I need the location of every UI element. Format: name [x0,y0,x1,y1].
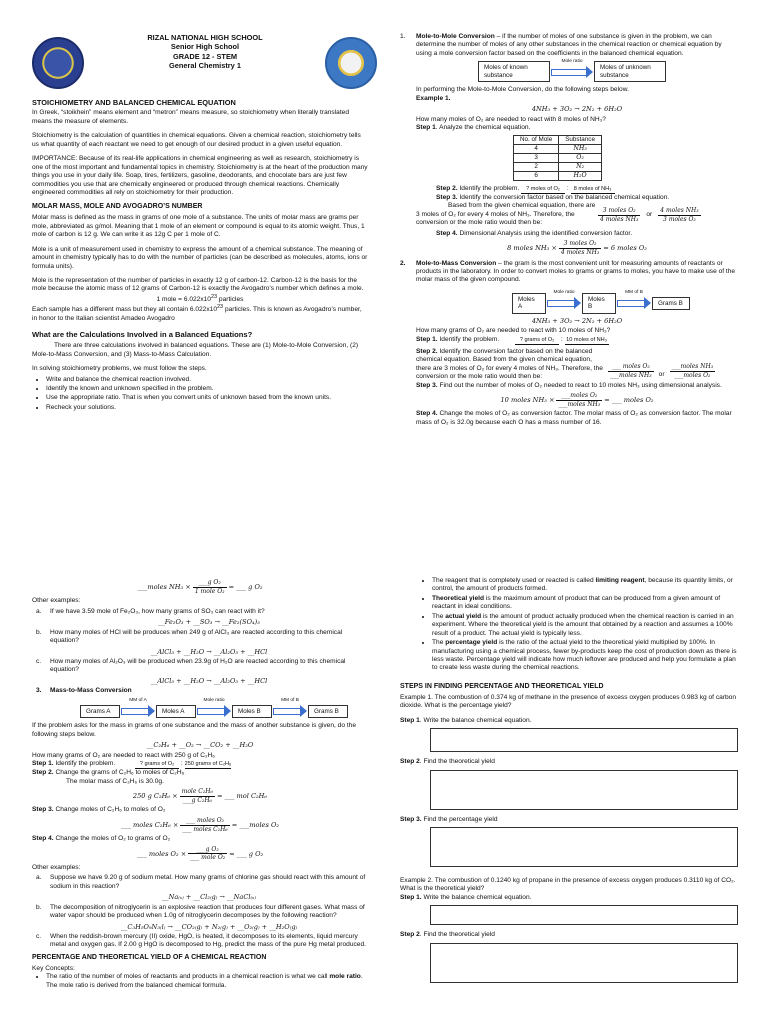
example-1-text: Example 1. The combustion of 0.374 kg of methane in the presence of excess oxygen produces 0.983 kg of carbon dioxide. What is the percentage yield? [400,693,737,710]
step-2: Step 2. Find the theoretical yield [400,758,495,766]
answer-box[interactable] [430,943,738,983]
mass-to-mass-flow [80,698,368,719]
list-item: • The percentage yield is the ratio of the actual yield to the theoretical yield multiplied by 100%. In manufacturing using a chemical process, fewer by-products keep the cost of production down as there is less waste. Percentage yield will indicate how much leftover are produced and help you formulate a plan to create less waste during the chemical reactions. [432,639,738,673]
answer-box[interactable] [430,827,738,867]
list-item: c. How many moles of Al₂O₃ will be produced when 23.9g of H₂O are reacted according to this chemical equation? __AlCl₃ + __H₂O → __Al₂O₃ + __HCl [36,657,346,685]
list-item: • Theoretical yield is the maximum amount of product that can be produced from a given amount of reactant in ideal conditions. [432,595,738,612]
importance-paragraph: IMPORTANCE: Because of its real-life applications in chemical engineering as well as research, stoichiometry is one of the most important and fundamental topics in chemistry. Stoichiometry is at the heart of the production many things you use in your daily life. Soap, tires, fertilizers, gasoline, deodorants, and chocolate bars are just few commodities you use that are chemically engineered or produced through chemical reactions. Chemically engineered commodities all rely on stoichiometry for their production. [32,155,368,196]
list-item: • Recheck your solutions. [46,404,368,412]
arrow-icon: Mole ratio [551,67,593,77]
molar-mass-note: The molar mass of C₂H₆ is 30.0g. [66,777,164,785]
grade-strand: GRADE 12 - STEM [172,51,238,61]
bottom-left-column [32,577,368,994]
calc-paragraph: In solving stoichiometry problems, we must follow the steps. [32,365,207,373]
table-row: 4 NH₃ [514,144,602,153]
arrow-icon: MM of B [617,298,651,308]
step-1: Step 1. Write the balance chemical equation. [400,716,532,724]
chemical-equation: 4NH₃ + 3O₂ → 2N₂ + 6H₂O [531,105,623,114]
list-item: • Write and balance the chemical reaction involved. [46,376,368,384]
intro-paragraph: Stoichiometry is the calculation of quantities in chemical equations. Given a chemical reaction, stoichiometry tells us what quantity of each reactant we need to get enough of our desired product in a given useful equation. [32,132,361,148]
school-seal-logo [325,37,377,89]
list-item: • Identify the known and unknown specified in the problem. [46,385,368,393]
example-2-text: Example 2. The combustion of 0.1240 kg of propane in the presence of excess oxygen produces 0.3110 kg of CO₂. What is the theoretical yield? [400,876,736,893]
step-3: Step 3. Find the percentage yield [400,815,498,823]
step-4: Step 4. Change the moles of O₂ to grams of O₂ [32,835,171,843]
other-examples-label: Other examples: [32,863,81,871]
step-3: Step 3. Change moles of C₂H₆ to moles of O₂ [32,806,166,814]
mole-paragraph: Mole is the representation of the number of particles in exactly 12 g of carbon-12. Carbon-12 is the basis for the mole because the atomic mass of 12 grams of Carbon-12 is exactly the Avogadro’s number which defines a mole. [32,276,364,293]
chemical-equation: __C₂H₆ + __O₂ → __CO₂ + __H₂O [146,741,254,750]
table-row: 2 N₂ [514,162,602,171]
yield-title: PERCENTAGE AND THEORETICAL YIELD OF A CHEMICAL REACTION [32,953,267,961]
calc-paragraph: There are three calculations involved in balanced equations. These are (1) Mole-to-Mole Conversion, (2) Mole-to-Mass Conversion, and (3) Mass-to-Mass Calculation. [32,342,359,358]
list-item: b. How many moles of HCl will be produces when 249 g of AlCl₃ are reacted according to this chemical equation? __AlCl₃ + __H₂O → __Al₂O₃ + __HCl [36,628,343,656]
molar-title: MOLAR MASS, MOLE AND AVOGADRO’S NUMBER [32,203,203,211]
school-division: Senior High School [170,42,240,52]
examples-list [36,874,368,950]
avogadro-equation: 1 mole = $6.022x10^{23}$ particles [156,293,244,304]
mole-to-mass-flow [512,290,738,314]
list-item: c. When the reddish-brown mercury (II) oxide, HgO, is heated, it decomposes to its elements, liquid mercury metal and oxygen gas. If 2.00 g HgO is decomposed to Hg, predict the mass of the pure Hg metal produced. [36,933,366,949]
step-1: Step 1. Write the balance chemical equation. [400,893,532,901]
steps-title: STEPS IN FINDING PERCENTAGE AND THEORETICAL YIELD [400,682,604,690]
grams-b-box: Grams B [308,705,348,719]
intro-paragraph: In Greek, “stoikhein” means element and “metron” means measure, so stoichiometry when literally translated means the measure of elements. [32,109,350,125]
subject-name: General Chemistry 1 [169,61,241,71]
school-header [95,33,315,71]
dimensional-analysis: 10 moles NH₃ × $\frac{\text{\_\_\_moles O₂}}{\text{\_\_\_moles NH₃}}$ = ___ moles O₂ [500,392,654,408]
list-item: • The reagent that is completely used or reacted is called limiting reagent, because its quantity limits, or control, the amount of products formed. [432,577,738,594]
key-concepts-list [432,577,738,673]
question: How many grams of O₂ are needed to react with 10 moles of NH₃? [416,327,611,335]
question: How many grams of O₂ are needed to react with 250 g of C₂H₆ [32,751,215,759]
table-row: 3 O₂ [514,153,602,162]
list-item: a. Suppose we have 9.20 g of sodium metal. How many grams of chlorine gas should react with this amount of sodium in this reaction? __Na₍ₛ₎ + __Cl₂₍g₎ → __NaCl₍ₛ₎ [36,874,366,902]
answer-box[interactable] [430,728,738,752]
step-3: Step 3. Identify the conversion factor based on the balanced chemical equation. [436,193,670,201]
mole-to-mole-text: 1. Mole-to-Mole Conversion – if the number of moles of one substance is given in the problem, we can determine the number of moles of any other substances in the chemical reaction or chemical equation by using a mole conversion factor based on the coefficients in the balanced chemical equation. [400,33,722,57]
step-2: Step 2. Identify the conversion factor based on the balanced chemical equation. Based from the given chemical equation, there are 3 moles of O₂ for every 4 moles of NH₃. Therefore, the conversion or the mole ratio would then be: $\frac{\text{\_\_\_ moles O₂}}{\text{\_\_\_moles NH₃}}$ or $\frac{\text{\_\_\_moles NH₃}}{\text{\_\_\_moles O₂}}$ [416,347,714,381]
avogadro-paragraph: Each sample has a different mass but they all contain $6.022x10^{23}$ particles. This is known as Avogadro’s number, in honor to the Italian scientist Amadeo Avogadro [32,304,362,323]
list-item: a. If we have 3.59 mole of Fe₂O₃, how many grams of SO₃ can react with it? __Fe₂O₃ + __SO₃ → __Fe₂(SO₄)₃ [36,607,265,627]
answer-box[interactable] [430,770,738,810]
arrow-icon: MM of B [273,706,307,716]
other-examples-label: Other examples: [32,597,81,605]
known-moles-box: Moles of known substance [478,61,550,82]
top-left-column [32,94,368,416]
deped-seal-logo [32,37,84,89]
dimensional-analysis: ___ moles C₂H₆ × $\frac{\text{\_\_\_ moles O₂}}{\text{\_\_\_ moles C₂H₆}}$ = ___moles O₂ [121,816,279,833]
mole-ratio-row: Based from the given chemical equation, there are 3 moles of O₂ for every 4 moles of NH₃. Therefore, the conversion or the mole ratio would then be: $\frac{\text{3 moles O₂}}{\text{4 moles NH₃}}$ or $\frac{\text{4 moles NH₃}}{\text{3 moles O₂}}$ [416,202,699,227]
key-concepts-list [46,973,368,990]
list-item: • The actual yield is the amount of product actually produced when the chemical reaction is carried in an experiment. Where the theoretical yield is the amount that obtained by a reaction and assumes a 100% result of a product. The actual yield is typically less. [432,613,738,638]
key-concepts-label: Key Concepts: [32,964,75,972]
examples-list [36,607,368,686]
step-4: Step 4. Dimensional Analysis using the identified conversion factor. [436,229,633,237]
list-item: b. The decomposition of nitroglycerin is an explosive reaction that produces four different gases. What mass of water vapor should be produced when 1.0g of nitroglycerin decomposes by the following reaction? __C₃H₅O₉N₃₍l₎ → __CO₂₍g₎ + N₂₍g₎ + __O₂₍g₎ + __H₂O₍g₎ [36,903,365,931]
mole-paragraph: Mole is a unit of measurement used in chemistry to express the amount of a chemical substance. The meaning of amount in chemistry typically has to do with the number of particles (can be described as molecules, atoms, ions or formula units). [32,245,368,270]
moles-b-box: Moles B [232,705,272,719]
question: How many moles of O₂ are needed to react with 8 moles of NH₃? [416,115,606,123]
mass-to-mass-paragraph: If the problem asks for the mass in grams of one substance and the mass of another substance is given, do the following steps below. [32,722,357,738]
step-2: Step 2. Find the theoretical yield [400,931,495,939]
arrow-icon: Mole ratio [197,706,231,716]
school-name: RIZAL NATIONAL HIGH SCHOOL [147,33,263,42]
calc-title: What are the Calculations Involved in a Balanced Equations? [32,329,253,339]
molar-paragraph: Molar mass is defined as the mass in grams of one mole of a substance. The units of molar mass are grams per mole, abbreviated as g/mol. Meaning that 1 mole of an element or compound is equal to its atomic weight. Thus, 1 mole of carbon is 12 g. We can write it as 12g C per 1 mole of C. [32,214,365,239]
step-4: Step 4. Change the moles of O₂ as conversion factor. The molar mass of O₂ as conversion factor. The molar mass of O₂ is 32.0g because each O has a mass number of 16. [416,410,732,426]
list-item: • The ratio of the number of moles of reactants and products in a chemical reaction is what we call mole ratio. The mole ratio is derived from the balanced chemical formula. [46,973,368,990]
arrow-icon: MM of A [121,706,155,716]
moles-b-box: Moles B [582,293,616,314]
moles-a-box: Moles A [512,293,546,314]
step-1: Step 1. Analyze the chemical equation. [416,124,531,132]
mole-to-mole-flow [478,58,738,82]
bottom-right-column [400,577,738,989]
unknown-moles-box: Moles of unknown substance [594,61,666,82]
chemical-equation: 4NH₃ + 3O₂ → 2N₂ + 6H₂O [531,316,623,325]
step-1: Step 1. Identify the problem. ? grams of O₂ : 250 grams of C₂H₆ [32,760,368,769]
step-2: Step 2. Change the grams of C₂H₆ to moles of C₂H₆ [32,769,185,777]
grams-b-box: Grams B [652,297,690,311]
dimensional-analysis: ___moles NH₃ × $\frac{\text{\_\_\_g O₂}}{\text{1 mole O₂}}$ = ___ g O₂ [137,579,263,595]
step-3: Step 3. Find out the number of moles of O₂ needed to react to 10 moles NH₃ using dimensional analysis. [416,381,722,389]
mass-to-mass-heading: 3. Mass-to-Mass Conversion [36,687,132,695]
mole-to-mass-text: 2. Mole-to-Mass Conversion – the gram is the most convenient unit for measuring amounts of reactants or products in the laboratory. In order to convert moles to grams or grams to moles, you have to make use of the molar mass of the given compound. [400,259,736,284]
dimensional-analysis: ___ moles O₂ × $\frac{\text{\_\_\_g O₂}}{\text{\_\_\_ mole O₂}}$ = ___ g O₂ [136,845,264,862]
arrow-icon: Mole ratio [547,298,581,308]
intro-title: STOICHIOMETRY AND BALANCED CHEMICAL EQUATION [32,98,236,107]
list-item: • Use the appropriate ratio. That is when you convert units of unknown based from the known units. [46,394,368,402]
step-2: Step 2. Identify the problem. ? moles of O₂ : 8 moles of NH₃ [436,185,738,194]
step-1: Step 1. Identify the problem. ? grams of O₂ : 10 moles of NH₃ [416,336,738,345]
dimensional-analysis: 8 moles NH₃ × $\frac{\text{3 moles O₂}}{\text{4 moles NH₃}}$ = 6 moles O₂ [507,240,647,256]
moles-a-box: Moles A [156,705,196,719]
grams-a-box: Grams A [80,705,120,719]
steps-list [46,376,368,413]
top-right-column [400,33,738,427]
dimensional-analysis: 250 g C₂H₆ × $\frac{\text{mole C₂H₆}}{\text{\_\_\_g C₂H₆}}$ = ___ mol C₂H₆ [132,788,268,804]
table-row: 6 H₂O [514,171,602,180]
answer-box[interactable] [430,905,738,925]
example-label: Example 1. [416,94,451,102]
steps-intro: In performing the Mole-to-Mole Conversion, do the following steps below. [416,86,629,94]
mole-table: No. of Mole Substance 4 NH₃ 3 O₂ 2 N₂ 6 H₂O [513,135,602,181]
